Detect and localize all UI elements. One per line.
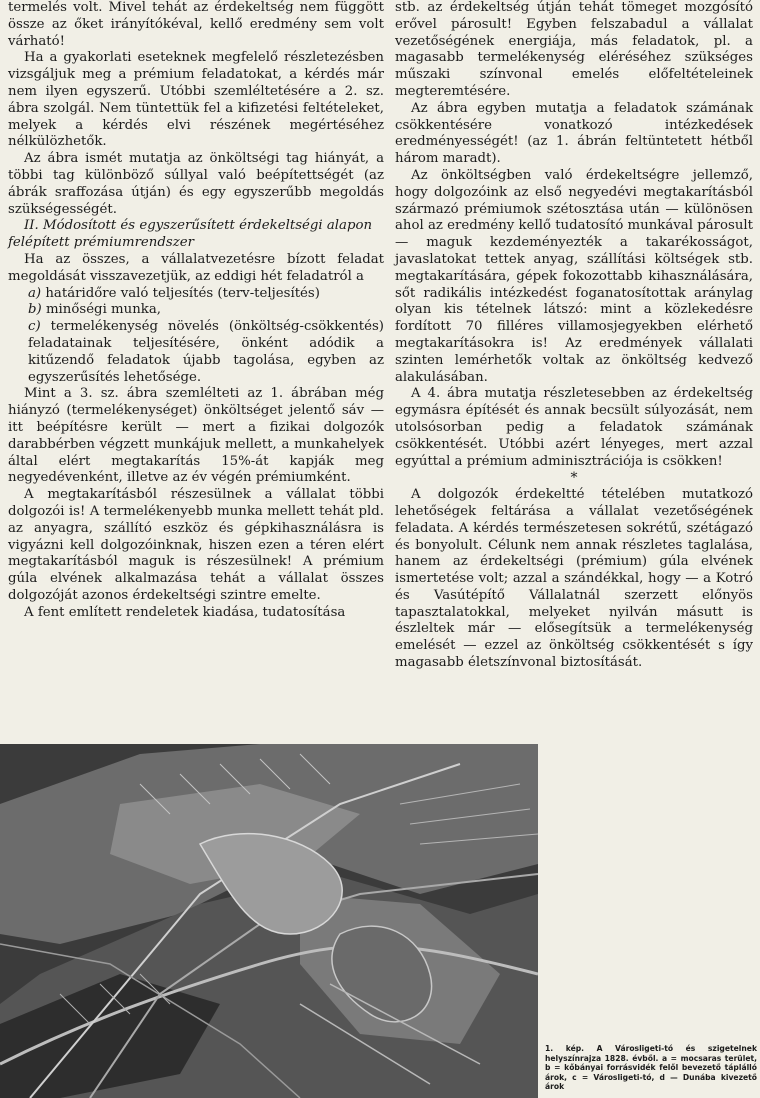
paragraph: A 4. ábra mutatja részletesebben az érdekeltség egymásra építését és annak becsült súlyozását, nem utolsósorban pedig a feladatok számának csökkentését. Utóbbi azért lényeges, mert azzal egyúttal a prémium adminisztrációja is csökken! <box>395 386 753 469</box>
list-label: c) <box>28 319 41 335</box>
left-column <box>8 0 384 621</box>
paragraph: Az önköltségben való érdekeltségre jellemző, hogy dolgozóink az első negyedévi megtakarításból származó prémiumok szétosztása után — különösen ahol az eredmény kellő tudatosító munkával párosult — maguk kezdeményezték a takarékosságot, javaslatokat tettek anyag, szállítási költségek stb. megtakarítására, gépek fokozottabb kihasználására, sőt radikális intézkedést foganatosítottak aránylag olyan kis tételnek látszó: mint a közlekedésre fordított 70 filléres villamosjegyekben elérhető megtakarításokra is! Az eredmények vállalati szinten lemérhetők voltak az önköltség kedvező alakulásában. <box>395 167 753 385</box>
list-text: határidőre való teljesítés (terv-teljesítés) <box>45 285 320 301</box>
map-image <box>0 744 538 1098</box>
list-item <box>8 286 384 303</box>
list-text: minőségi munka, <box>45 302 161 318</box>
section-heading: II. Módosított és egyszerűsített érdekeltségi alapon felépített prémiumrendszer <box>8 218 373 251</box>
paragraph: A fent említett rendeletek kiadása, tudatosítása <box>24 604 346 620</box>
historical-map-photo <box>0 744 538 1098</box>
paragraph: A dolgozók érdekeltté tételében mutatkozó lehetőségek feltárása a vállalat vezetőségének feladata. A kérdés természetesen sokrétű, szétágazó és bonyolult. Célunk nem annak részletes taglalása, hanem az érdekeltségi (prémium) gúla elvének ismertetése volt; azzal a szándékkal, hogy — a Kotró és Vasútépítő Vállalatnál szerzett előnyös tapasztalatokkal, melyeket nyilván másutt is észleltek már — elősegítsük a termelékenység emelését — ezzel az önköltség csökkentését s így magasabb életszínvonal biztosítását. <box>395 487 753 671</box>
paragraph: A megtakarításból részesülnek a vállalat többi dolgozói is! A termelékenyebb munka mellett tehát pld. az anyagra, szállító eszköz és gépkihasználásra is vigyázni kell dolgozóinknak, hiszen ezen a téren elért megtakarításból maguk is részesülnek! A prémium gúla elvének alkalmazása tehát a vállalat összes dolgozóját azonos érdekeltségi szintre emelte. <box>8 487 384 603</box>
paragraph: stb. az érdekeltség útján tehát tömeget mozgósító erővel párosult! Egyben felszabadul a vállalat vezetőségének energiája, más feladatok, pl. a magasabb termelékenység eléréséhez szükséges műszaki színvonal emelés előfeltételeinek megteremtésére. <box>395 0 753 99</box>
paragraph: Ha az összes, a vállalatvezetésre bízott feladat megoldását visszavezetjük, az eddigi hét feladatról a <box>8 251 384 284</box>
paragraph: Az ábra egyben mutatja a feladatok számának csökkentésére vonatkozó intézkedések eredményességét! (az 1. ábrán feltüntetett hétből három maradt). <box>395 100 753 167</box>
figure-caption: 1. kép. A Városligeti-tó és szigetelnek helyszínrajza 1828. évből. a = mocsaras terület, b = kőbányai forrásvidék felől bevezető táplálló árok, c = Városligeti-tó, d — Dunába kivezető árok <box>545 1044 757 1092</box>
list-item <box>8 302 384 319</box>
list-label: b) <box>28 302 42 318</box>
list-text: termelékenység növelés (önköltség-csökkentés) feladatainak teljesítésére, önként adódik a kitűzendő feladatok újabb tagolása, egyben az egyszerűsítés lehetősége. <box>28 319 384 385</box>
list-item <box>8 319 384 386</box>
paragraph: termelés volt. Mivel tehát az érdekeltség nem függött össze az őket irányítókéval, kellő eredmény sem volt várható! <box>8 0 384 49</box>
paragraph: Ha a gyakorlati eseteknek megfelelő részletezésben vizsgáljuk meg a prémium feladatokat, a kérdés már nem ilyen egyszerű. Utóbbi szemléltetésére a 2. sz. ábra szolgál. Nem tüntettük fel a kifizetési feltételeket, melyek a kérdés elvi részének megértéséhez nélkülözhetők. <box>8 50 384 150</box>
list-label: a) <box>28 285 42 301</box>
paragraph: Az ábra ismét mutatja az önköltségi tag hiányát, a többi tag különböző súllyal való beépítettségét (az ábrák sraffozása útján) és egy egyszerűbb megoldás szükségességét. <box>8 151 384 217</box>
paragraph: Mint a 3. sz. ábra szemlélteti az 1. ábrában még hiányzó (termelékenységet) önköltséget jelentő sáv — itt beépítésre került — mert a fizikai dolgozók darabbérben végzett munkájuk mellett, a munkahelyek által elért megtakarítás 15%-át kapják meg negyedévenként, illetve az év végén prémiumként. <box>8 386 384 486</box>
right-column <box>395 0 753 672</box>
section-separator: * <box>570 470 578 487</box>
